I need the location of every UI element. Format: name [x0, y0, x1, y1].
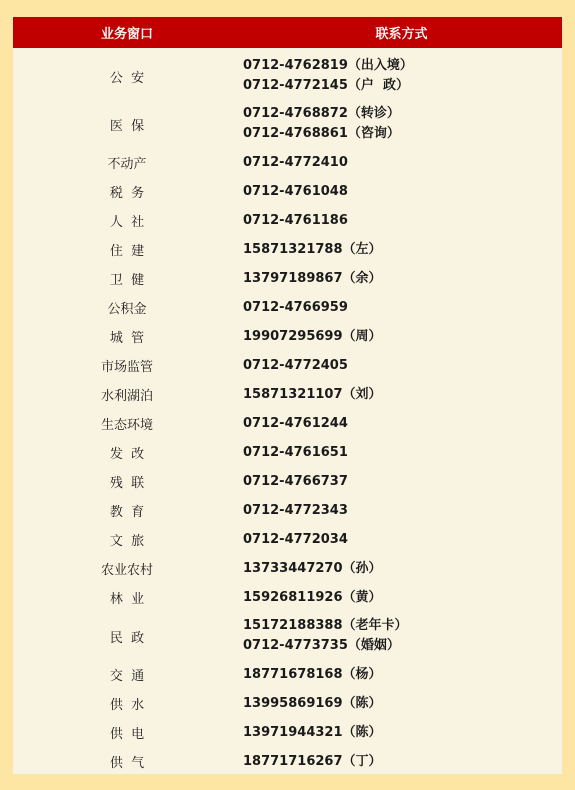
table-row — [13, 177, 562, 206]
table-row — [13, 293, 562, 322]
business-window-name: 公积金 — [107, 302, 147, 317]
phone-number: 18771716267（丁） — [243, 753, 382, 769]
table-row — [13, 496, 562, 525]
table-row — [13, 235, 562, 264]
phone-number: 13971944321（陈） — [243, 724, 382, 740]
business-window-name: 水利湖泊 — [100, 389, 153, 404]
table-row — [13, 148, 562, 177]
business-window-name: 住 建 — [109, 244, 145, 259]
phone-number: 0712-4772410 — [243, 154, 348, 170]
header-business-window: 业务窗口 — [100, 27, 153, 42]
business-window-name: 不动产 — [107, 157, 147, 172]
table-row — [13, 206, 562, 235]
contact-cell — [241, 559, 562, 579]
contact-cell — [241, 327, 562, 347]
contact-cell — [241, 530, 562, 550]
phone-number: 0712-4773735（婚姻） — [243, 638, 400, 653]
table-body — [13, 48, 562, 776]
business-window-name: 林 业 — [109, 592, 145, 607]
contact-cell — [241, 385, 562, 405]
phone-number: 0712-4772405 — [243, 357, 348, 373]
contact-table — [13, 17, 562, 774]
business-window-name: 供 电 — [109, 727, 145, 742]
contact-cell — [241, 211, 562, 231]
table-row — [13, 747, 562, 776]
contact-cell — [241, 240, 562, 260]
contact-cell — [241, 694, 562, 714]
table-row — [13, 583, 562, 612]
phone-number: 0712-4766737 — [243, 473, 348, 489]
phone-number: 0712-4768872（转诊） — [243, 106, 400, 121]
business-window-name: 残 联 — [109, 476, 145, 491]
table-row — [13, 467, 562, 496]
header-contact-method: 联系方式 — [375, 27, 428, 42]
phone-number: 0712-4761048 — [243, 183, 348, 199]
contact-cell — [241, 356, 562, 376]
contact-cell — [241, 501, 562, 521]
phone-number: 15926811926（黄） — [243, 589, 382, 605]
table-row — [13, 554, 562, 583]
phone-number: 0712-4772034 — [243, 531, 348, 547]
contact-cell — [241, 723, 562, 743]
table-row — [13, 612, 562, 660]
phone-number: 13995869169（陈） — [243, 695, 382, 711]
phone-number: 15871321107（刘） — [243, 386, 382, 402]
contact-cell — [241, 414, 562, 434]
phone-number: 15871321788（左） — [243, 241, 382, 257]
business-window-name: 人 社 — [109, 215, 145, 230]
contact-cell — [241, 752, 562, 772]
contact-cell — [241, 588, 562, 608]
phone-number: 19907295699（周） — [243, 328, 382, 344]
contact-cell — [241, 269, 562, 289]
phone-number: 15172188388（老年卡） — [243, 618, 408, 633]
table-row — [13, 525, 562, 554]
business-window-name: 市场监管 — [100, 360, 153, 375]
business-window-name: 城 管 — [109, 331, 145, 346]
business-window-name: 生态环境 — [100, 418, 153, 433]
contact-cell — [241, 56, 562, 96]
phone-number: 0712-4761186 — [243, 212, 348, 228]
table-row — [13, 409, 562, 438]
table-row — [13, 438, 562, 467]
contact-cell — [241, 153, 562, 173]
table-row — [13, 718, 562, 747]
business-window-name: 税 务 — [109, 186, 145, 201]
table-row — [13, 52, 562, 100]
contact-cell — [241, 182, 562, 202]
phone-number: 0712-4766959 — [243, 299, 348, 315]
table-row — [13, 380, 562, 409]
business-window-name: 供 气 — [109, 756, 145, 771]
phone-number: 0712-4761651 — [243, 444, 348, 460]
phone-number: 18771678168（杨） — [243, 666, 382, 682]
phone-number: 0712-4768861（咨询） — [243, 126, 400, 141]
business-window-name: 发 改 — [109, 447, 145, 462]
business-window-name: 交 通 — [109, 669, 145, 684]
business-window-name: 供 水 — [109, 698, 145, 713]
phone-number: 13797189867（余） — [243, 270, 382, 286]
business-window-name: 公 安 — [109, 70, 145, 86]
table-header — [13, 17, 562, 48]
contact-cell — [241, 472, 562, 492]
phone-number: 0712-4772343 — [243, 502, 348, 518]
business-window-name: 卫 健 — [109, 273, 145, 288]
table-row — [13, 351, 562, 380]
table-row — [13, 264, 562, 293]
business-window-name: 农业农村 — [100, 563, 153, 578]
table-row — [13, 322, 562, 351]
business-window-name: 文 旅 — [109, 534, 145, 549]
phone-number: 13733447270（孙） — [243, 560, 382, 576]
business-window-name: 教 育 — [109, 505, 145, 520]
contact-cell — [241, 104, 562, 144]
phone-number: 0712-4772145（户 政） — [243, 78, 409, 93]
phone-number: 0712-4761244 — [243, 415, 348, 431]
contact-cell — [241, 443, 562, 463]
phone-number: 0712-4762819（出入境） — [243, 58, 413, 73]
contact-cell — [241, 616, 562, 656]
contact-cell — [241, 665, 562, 685]
table-row — [13, 660, 562, 689]
table-row — [13, 100, 562, 148]
table-row — [13, 689, 562, 718]
contact-cell — [241, 298, 562, 318]
business-window-name: 民 政 — [109, 630, 145, 646]
business-window-name: 医 保 — [109, 118, 145, 134]
